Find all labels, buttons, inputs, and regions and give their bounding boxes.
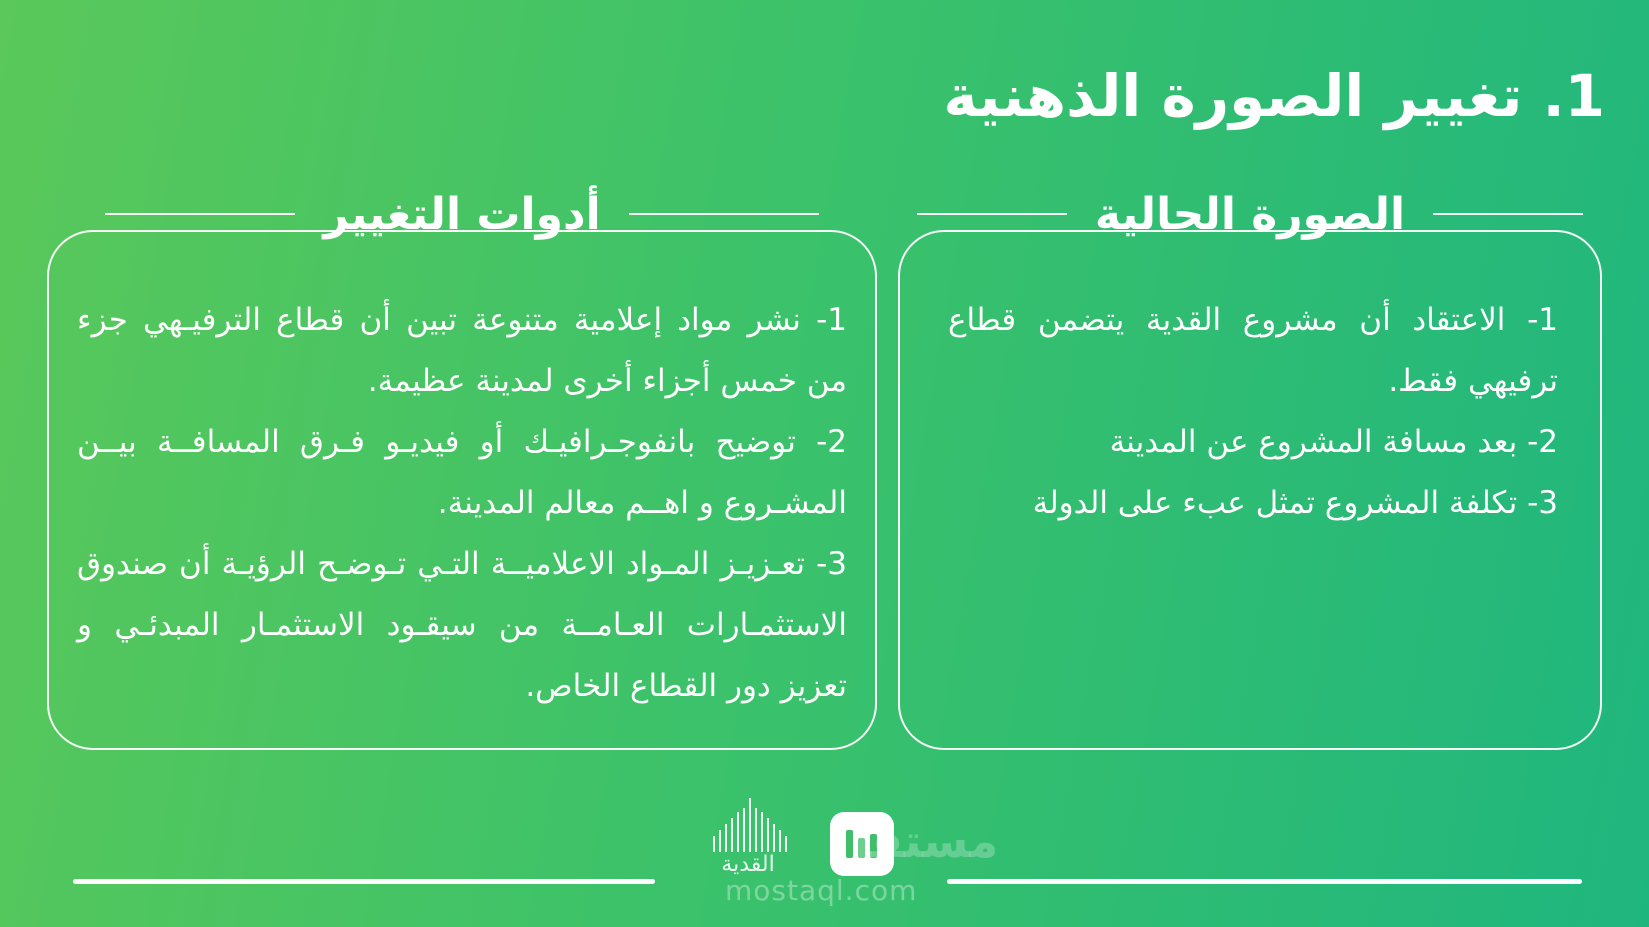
- footer-divider-right: [947, 879, 1582, 884]
- change-tools-heading: أدوات التغيير: [323, 188, 601, 240]
- current-image-card: [898, 188, 1602, 750]
- change-tools-heading-row: [49, 184, 875, 244]
- heading-rule: [629, 213, 819, 215]
- heading-rule: [917, 213, 1067, 215]
- qiddiya-logo-text: القدية: [721, 852, 775, 877]
- change-tools-item-2: 2- توضيح بانفوجـرافيـك أو فيديـو فـرق المسافــة بيــن المشـروع و اهــم معالم المدينة.: [77, 424, 847, 521]
- current-image-item-1: 1- الاعتقاد أن مشروع القدية يتضمن قطاع ترفيهي فقط.: [948, 302, 1558, 399]
- current-image-heading-row: [900, 184, 1600, 244]
- change-tools-item-1: 1- نشر مواد إعلامية متنوعة تبين أن قطاع الترفيـهي جزء من خمس أجزاء أخرى لمدينة عظيمة.: [77, 302, 847, 399]
- heading-rule: [1433, 213, 1583, 215]
- change-tools-item-3: 3- تعـزيـز المـواد الاعلاميــة التـي تـوضـح الرؤيـة أن صندوق الاستثمـارات العـامــة من سيقـود الاستثمـار المبدئـي و تعزيز دور القطاع الخاص.: [77, 546, 847, 704]
- slide-title: 1. تغيير الصورة الذهنية: [943, 62, 1605, 130]
- current-image-list: [948, 290, 1558, 534]
- current-image-item-2: 2- بعد مسافة المشروع عن المدينة: [1109, 424, 1558, 460]
- current-image-heading: الصورة الحالية: [1094, 188, 1406, 240]
- heading-rule: [105, 213, 295, 215]
- change-tools-list: [77, 290, 847, 717]
- footer-divider-left: [73, 879, 655, 884]
- change-tools-card: [47, 188, 877, 750]
- current-image-item-3: 3- تكلفة المشروع تمثل عبء على الدولة: [1032, 485, 1558, 521]
- mostaql-logo-text: مستقل: [830, 814, 999, 868]
- footer-logos: [700, 796, 999, 907]
- mostaql-url: mostaql.com: [725, 874, 918, 907]
